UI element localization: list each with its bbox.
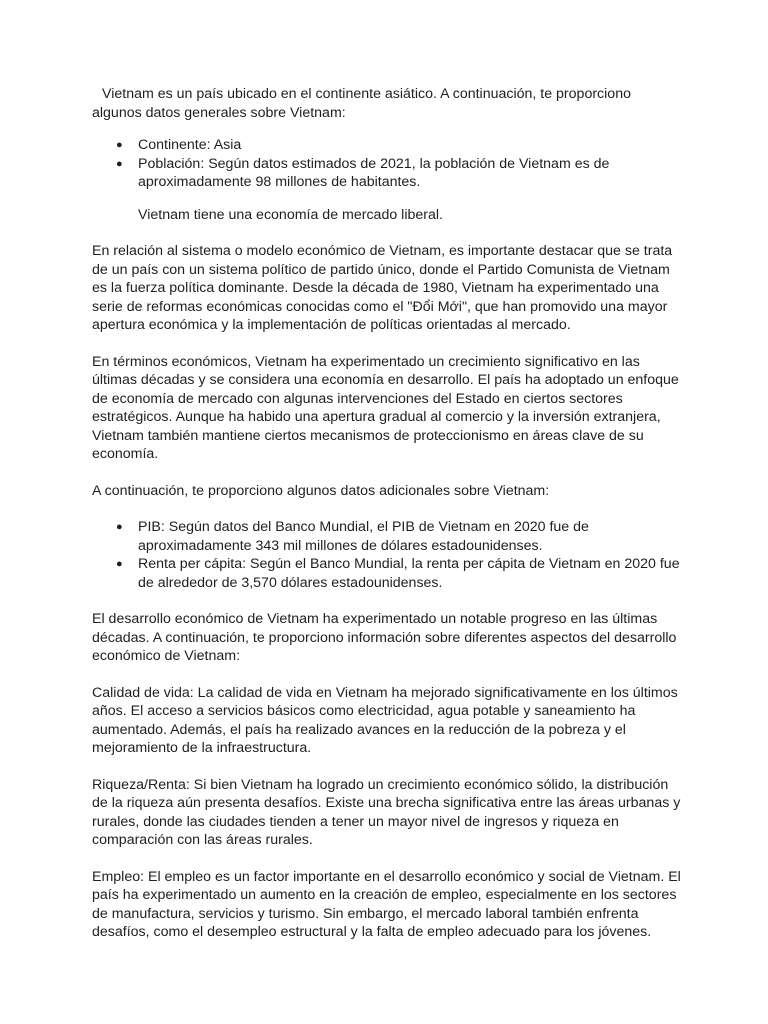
employment-paragraph: Empleo: El empleo es un factor importante en el desarrollo económico y social de Vietnam. El país ha experimentado un aumento en la creación de empleo, especialmente en los sectores de manufactura, servicios y turismo. Sin embargo, el mercado laboral también enfrenta desafíos, como el desempleo estructural y la falta de empleo adecuado para los jóvenes. <box>92 868 681 940</box>
development-intro-paragraph: El desarrollo económico de Vietnam ha experimentado un notable progreso en las últimas décadas. A continuación, te proporciono información sobre diferentes aspectos del desarrollo económico de Vietnam: <box>92 611 677 664</box>
general-facts-list <box>92 136 684 192</box>
document-page <box>92 85 684 942</box>
bullet-icon: ● <box>116 558 123 570</box>
economic-terms-paragraph: En términos económicos, Vietnam ha experimentado un crecimiento significativo en las últimas décadas y se considera una economía en desarrollo. El país ha adoptado un enfoque de economía de mercado con algunas intervenciones del Estado en ciertos sectores estratégicos. Aunque ha habido una apertura gradual al comercio y la inversión extranjera, Vietnam también mantiene ciertos mecanismos de proteccionismo en áreas clave de su economía. <box>92 353 679 462</box>
additional-intro-paragraph: A continuación, te proporciono algunos datos adicionales sobre Vietnam: <box>92 482 550 499</box>
bullet-icon: ● <box>116 157 123 170</box>
intro-paragraph: Vietnam es un país ubicado en el continente asiático. A continuación, te proporciono algunos datos generales sobre Vietnam: <box>92 86 631 121</box>
economic-system-paragraph: En relación al sistema o modelo económico de Vietnam, es importante destacar que se trata de un país con un sistema político de partido único, donde el Partido Comunista de Vietnam es la fuerza política dominante. Desde la década de 1980, Vietnam ha experimentado una serie de reformas económicas conocidas como el "Đổi Mới", que han promovido una mayor apertura económica y la implementación de políticas orientadas al mercado. <box>92 243 673 333</box>
bullet-icon: ● <box>116 139 123 151</box>
bullet-icon: ● <box>116 521 123 533</box>
list-item-text: Continente: Asia <box>138 137 242 153</box>
list-item-text: Población: Según datos estimados de 2021, la población de Vietnam es de aproximadamente 98 millones de habitantes. <box>138 155 610 190</box>
list-item <box>92 518 684 555</box>
additional-facts-list <box>92 518 684 592</box>
economy-note: Vietnam tiene una economía de mercado liberal. <box>138 206 443 223</box>
list-item-text: Renta per cápita: Según el Banco Mundial, la renta per cápita de Vietnam en 2020 fue de alrededor de 3,570 dólares estadounidenses. <box>138 556 680 591</box>
list-item <box>92 136 684 155</box>
list-item <box>92 155 684 192</box>
list-item <box>92 555 684 592</box>
list-item-text: PIB: Según datos del Banco Mundial, el PIB de Vietnam en 2020 fue de aproximadamente 343 mil millones de dólares estadounidenses. <box>138 519 589 554</box>
wealth-income-paragraph: Riqueza/Renta: Si bien Vietnam ha logrado un crecimiento económico sólido, la distribución de la riqueza aún presenta desafíos. Existe una brecha significativa entre las áreas urbanas y rurales, donde las ciudades tienden a tener un mayor nivel de ingresos y riqueza en comparación con las áreas rurales. <box>92 776 681 848</box>
quality-of-life-paragraph: Calidad de vida: La calidad de vida en Vietnam ha mejorado significativamente en los últimos años. El acceso a servicios básicos como electricidad, agua potable y saneamiento ha aumentado. Además, el país ha realizado avances en la reducción de la pobreza y el mejoramiento de la infraestructura. <box>92 684 678 756</box>
